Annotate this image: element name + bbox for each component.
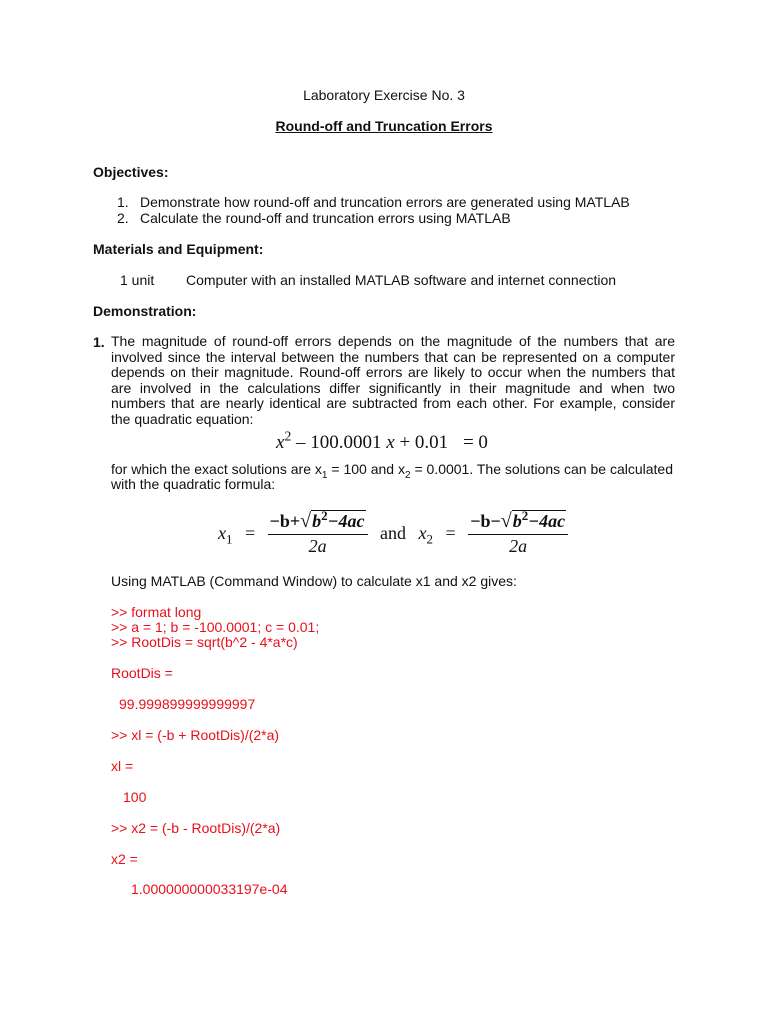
lab-title: Laboratory Exercise No. 3 — [303, 87, 465, 103]
matlab-output-label: x2 = — [111, 851, 138, 867]
objective-item: Demonstrate how round-off and truncation errors are generated using MATLAB — [140, 194, 630, 210]
formula-and: and — [380, 523, 407, 543]
x1-sub: 1 — [226, 531, 233, 547]
matlab-command: >> RootDis = sqrt(b^2 - 4*a*c) — [111, 634, 298, 650]
objective-number: 1. — [117, 194, 129, 210]
solutions-text-a: for which the exact solutions are x — [111, 461, 322, 477]
formula-x2 — [418, 523, 434, 547]
matlab-output-label: RootDis = — [111, 665, 173, 681]
demo-item-number: 1. — [93, 334, 105, 350]
matlab-output-label: xl = — [111, 758, 134, 774]
materials-qty: 1 unit — [120, 272, 155, 288]
denominator-1: 2a — [308, 536, 327, 556]
eq-x: x — [276, 432, 285, 453]
radicand-rest: −4ac — [327, 511, 365, 531]
solutions-text-b: = 100 and x — [327, 461, 405, 477]
formula-x1 — [218, 523, 233, 547]
x1-var: x — [218, 523, 226, 543]
fraction-x1: $\frac{-b+√b^2-4ac}{2a}$ — [268, 510, 368, 557]
formula-eq-2: = — [445, 523, 456, 543]
radicand-rest-2: −4ac — [528, 511, 566, 531]
quadratic-equation — [276, 428, 488, 454]
denominator-2: 2a — [509, 536, 528, 556]
formula-eq-1: = — [244, 523, 256, 543]
eq-equals-zero: = 0 — [462, 432, 488, 453]
solutions-text-2: with the quadratic formula: — [111, 476, 276, 492]
radicand-pow-2: 2 — [521, 508, 529, 523]
eq-coef: – 100.0001 — [296, 432, 382, 453]
matlab-output-value: 99.999899999999997 — [119, 696, 256, 712]
matlab-intro: Using MATLAB (Command Window) to calculate x1 and x2 gives: — [111, 573, 517, 589]
materials-heading: Materials and Equipment: — [93, 241, 264, 257]
matlab-command: >> format long — [111, 604, 202, 620]
matlab-command: >> xl = (-b + RootDis)/(2*a) — [111, 727, 280, 743]
objective-number: 2. — [117, 210, 129, 226]
eq-power: 2 — [284, 428, 292, 444]
solutions-text-c: = 0.0001. The solutions can be calculated — [410, 461, 673, 477]
matlab-command: >> a = 1; b = -100.0001; c = 0.01; — [111, 619, 320, 635]
radicand-pow: 2 — [321, 508, 328, 523]
sub-1: 1 — [321, 469, 328, 481]
demonstration-heading: Demonstration: — [93, 303, 197, 319]
radicand-b: b — [312, 511, 322, 531]
objectives-heading: Objectives: — [93, 164, 169, 180]
numerator-2-prefix: −b− — [470, 511, 501, 531]
quadratic-formula — [218, 510, 568, 560]
eq-const: + 0.01 — [399, 432, 449, 453]
x2-var: x — [418, 523, 427, 543]
matlab-output-value: 100 — [123, 789, 147, 805]
numerator-1-prefix: −b+ — [269, 511, 301, 531]
demo-paragraph: The magnitude of round-off errors depends on the magnitude of the numbers that are involved since the interval between the numbers that can be represented on a computer depends on their magnitude. Round-off errors are likely to occur when the numbers that are involved in the calculations differ significantly in their magnitude and when two numbers that are nearly identical are subtracted from each other. For example, consider the quadratic equation: — [111, 333, 675, 427]
matlab-command: >> x2 = (-b - RootDis)/(2*a) — [111, 820, 281, 836]
eq-x2: x — [386, 432, 395, 453]
objective-item: Calculate the round-off and truncation errors using MATLAB — [140, 210, 511, 226]
page-title: Round-off and Truncation Errors — [275, 118, 493, 134]
x2-sub: 2 — [426, 531, 434, 547]
solutions-text — [111, 461, 673, 481]
radicand-b-2: b — [512, 511, 522, 531]
matlab-output-value: 1.000000000033197e-04 — [131, 881, 288, 897]
materials-desc: Computer with an installed MATLAB software and internet connection — [186, 272, 617, 288]
sub-2: 2 — [404, 469, 411, 481]
fraction-x2: $\frac{-b-√b^2-4ac}{2a}$ — [468, 510, 568, 557]
